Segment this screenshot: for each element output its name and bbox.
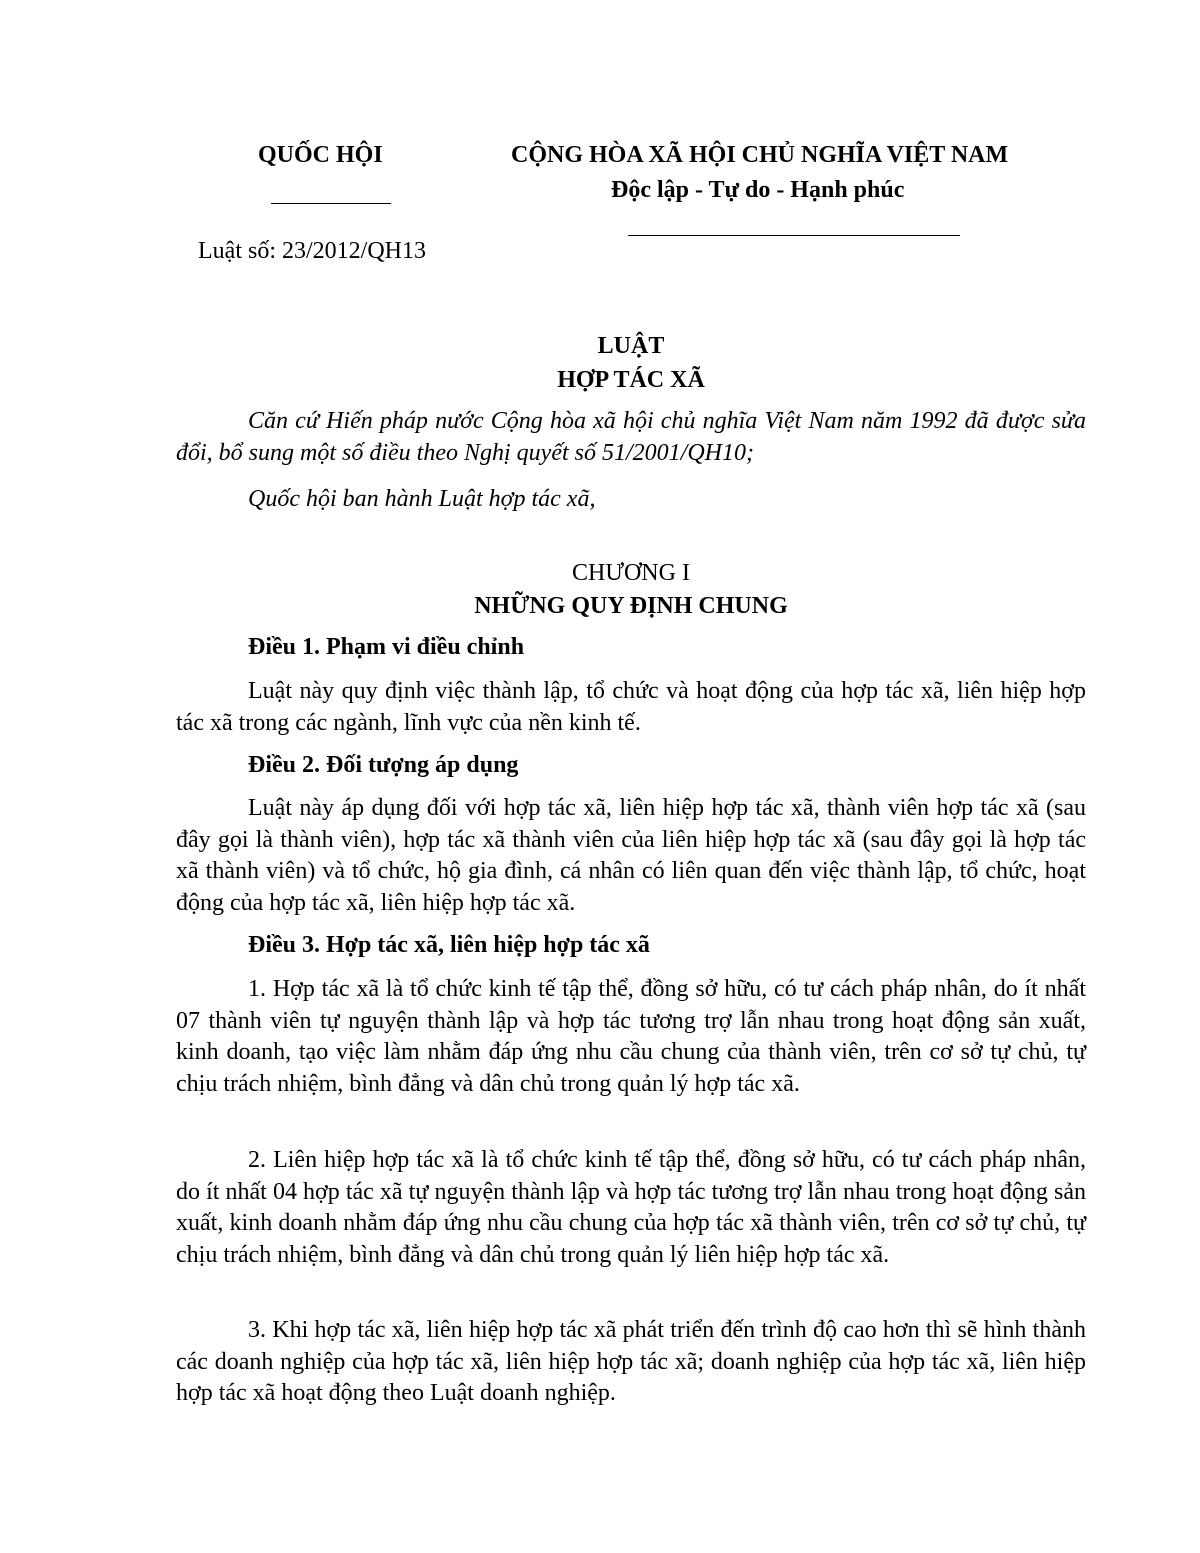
- document-title: HỢP TÁC XÃ: [557, 367, 705, 393]
- document-type: LUẬT: [597, 333, 665, 359]
- chapter-number: CHƯƠNG I: [572, 560, 690, 586]
- article-paragraph: Luật này quy định việc thành lập, tổ chức và hoạt động của hợp tác xã, liên hiệp hợp tác xã trong các ngành, lĩnh vực của nền kinh tế.: [176, 678, 1086, 736]
- article-paragraph: 3. Khi hợp tác xã, liên hiệp hợp tác xã phát triển đến trình độ cao hơn thì sẽ hình thành các doanh nghiệp của hợp tác xã, liên hiệp hợp tác xã; doanh nghiệp của hợp tác xã, liên hiệp hợp tác xã hoạt động theo Luật doanh nghiệp.: [176, 1317, 1086, 1406]
- preamble-basis: Căn cứ Hiến pháp nước Cộng hòa xã hội chủ nghĩa Việt Nam năm 1992 đã được sửa đổi, bổ sung một số điều theo Nghị quyết số 51/2001/QH10;: [176, 408, 1086, 466]
- national-motto: Độc lập - Tự do - Hạnh phúc: [611, 177, 905, 203]
- national-title: CỘNG HÒA XÃ HỘI CHỦ NGHĨA VIỆT NAM: [511, 142, 1009, 168]
- law-number: Luật số: 23/2012/QH13: [198, 238, 426, 264]
- article-heading: Điều 1. Phạm vi điều chỉnh: [248, 634, 525, 660]
- issuing-body-underline: [271, 203, 391, 204]
- article-paragraph: 1. Hợp tác xã là tổ chức kinh tế tập thể, đồng sở hữu, có tư cách pháp nhân, do ít nhất 07 thành viên tự nguyện thành lập và hợp tác tương trợ lẫn nhau trong hoạt động sản xuất, kinh doanh, tạo việc làm nhằm đáp ứng nhu cầu chung của thành viên, trên cơ sở tự chủ, tự chịu trách nhiệm, bình đẳng và dân chủ trong quản lý hợp tác xã.: [176, 976, 1086, 1097]
- motto-underline: [628, 235, 960, 236]
- article-paragraph: 2. Liên hiệp hợp tác xã là tổ chức kinh tế tập thể, đồng sở hữu, có tư cách pháp nhân, do ít nhất 04 hợp tác xã tự nguyện thành lập và hợp tác tương trợ lẫn nhau trong hoạt động sản xuất, kinh doanh nhằm đáp ứng nhu cầu chung của hợp tác xã thành viên, trên cơ sở tự chủ, tự chịu trách nhiệm, bình đẳng và dân chủ trong quản lý liên hiệp hợp tác xã.: [176, 1147, 1086, 1268]
- issuing-body: QUỐC HỘI: [258, 142, 383, 168]
- article-paragraph: Luật này áp dụng đối với hợp tác xã, liên hiệp hợp tác xã, thành viên hợp tác xã (sau đây gọi là thành viên), hợp tác xã thành viên của liên hiệp hợp tác xã (sau đây gọi là hợp tác xã thành viên) và tổ chức, hộ gia đình, cá nhân có liên quan đến việc thành lập, tổ chức, hoạt động của hợp tác xã, liên hiệp hợp tác xã.: [176, 795, 1086, 916]
- article-heading: Điều 3. Hợp tác xã, liên hiệp hợp tác xã: [248, 932, 650, 958]
- chapter-name: NHỮNG QUY ĐỊNH CHUNG: [474, 593, 788, 619]
- article-heading: Điều 2. Đối tượng áp dụng: [248, 752, 519, 778]
- preamble-enactment: Quốc hội ban hành Luật hợp tác xã,: [248, 486, 596, 512]
